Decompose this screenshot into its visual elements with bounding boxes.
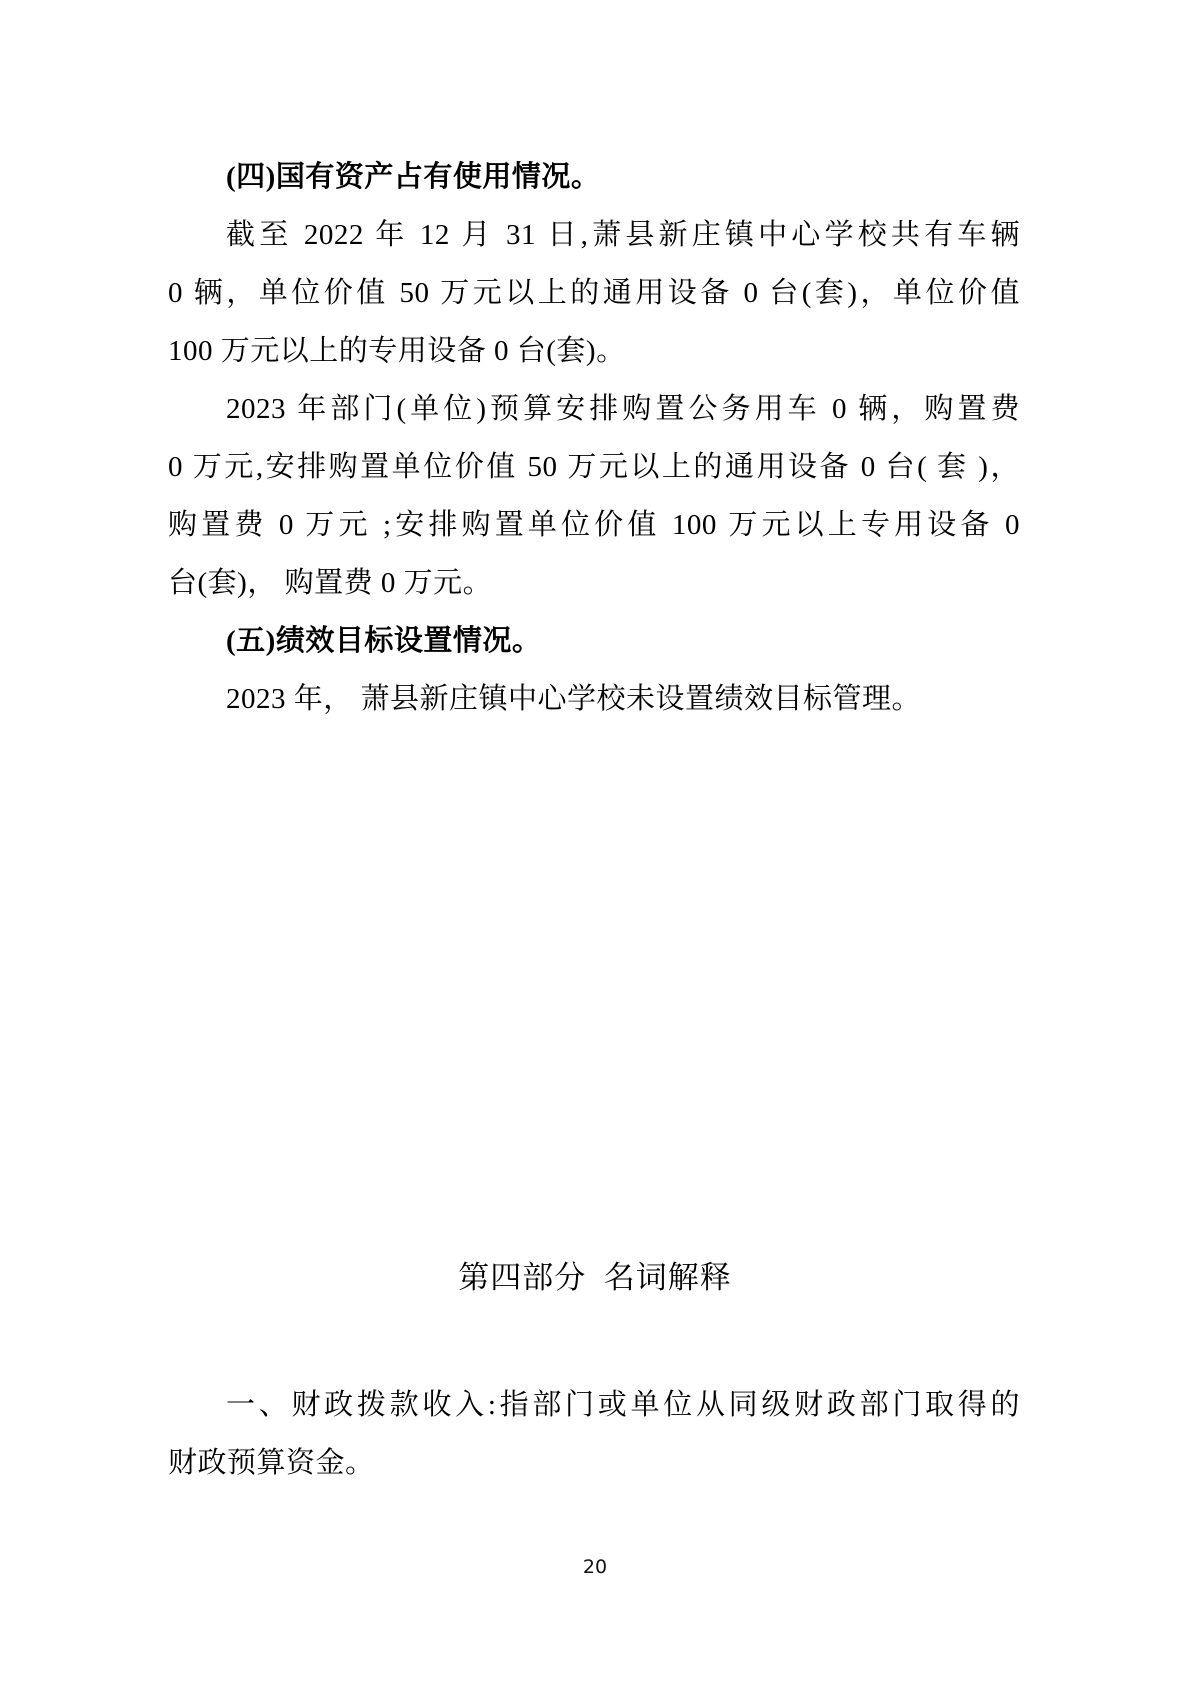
para-performance: 2023 年， 萧县新庄镇中心学校未设置绩效目标管理。: [226, 683, 922, 715]
para-budget-line-2: 0 万元,安排购置单位价值 50 万元以上的通用设备 0 台( 套 )，: [168, 451, 1020, 483]
para-assets-line-2: 0 辆，单位价值 50 万元以上的通用设备 0 台(套)，单位价值: [168, 277, 1020, 309]
main-text-block: [168, 148, 1020, 728]
heading-state-assets: (四)国有资产占有使用情况。: [226, 161, 601, 193]
terms-text-block: [168, 1376, 1020, 1492]
heading-performance-goals: (五)绩效目标设置情况。: [226, 625, 542, 657]
term-fiscal-appropriation-line-2: 财政预算资金。: [168, 1447, 375, 1479]
page-number: 20: [582, 1556, 608, 1578]
para-assets-line-3: 100 万元以上的专用设备 0 台(套)。: [168, 335, 626, 367]
para-budget-line-4: 台(套)， 购置费 0 万元。: [168, 567, 493, 599]
para-budget-line-3: 购置费 0 万元 ;安排购置单位价值 100 万元以上专用设备 0: [168, 509, 1020, 541]
para-budget-line-1: 2023 年部门(单位)预算安排购置公务用车 0 辆，购置费: [226, 393, 1020, 425]
para-assets-line-1: 截至 2022 年 12 月 31 日,萧县新庄镇中心学校共有车辆: [226, 219, 1020, 251]
part4-title: 第四部分 名词解释: [458, 1260, 732, 1295]
term-fiscal-appropriation-line-1: 一、财政拨款收入:指部门或单位从同级财政部门取得的: [226, 1389, 1020, 1421]
